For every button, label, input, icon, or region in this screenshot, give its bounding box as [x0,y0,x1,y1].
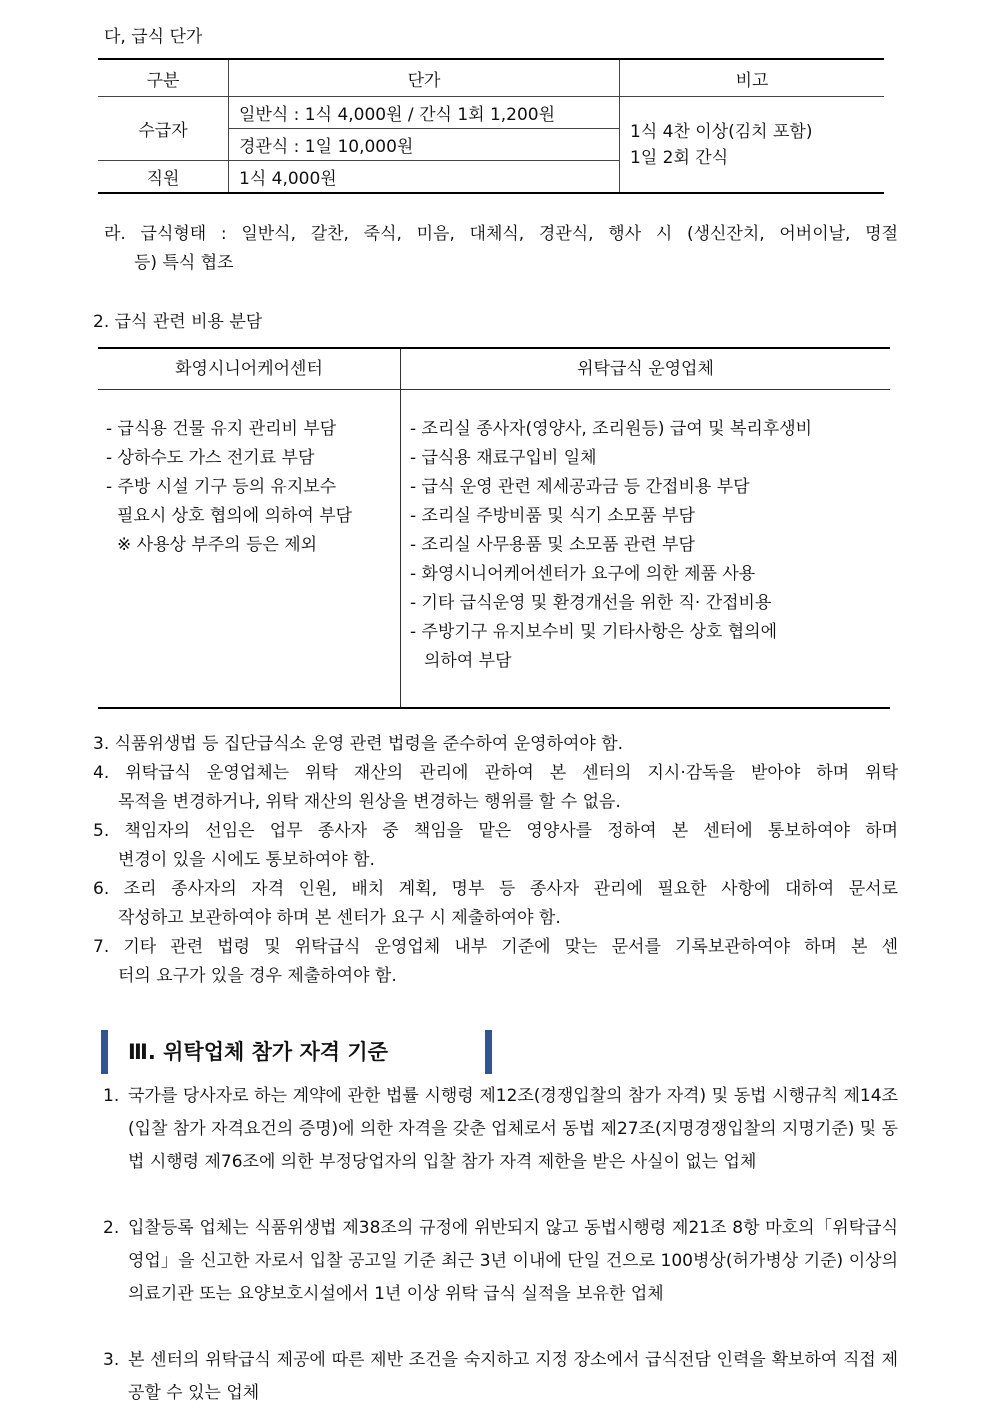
item-3: 3. 식품위생법 등 집단급식소 운영 관련 법령을 준수하여 운영하여야 함. [93,734,624,754]
header-center: 화영시니어케어센터 [175,359,323,379]
staff-label: 직원 [98,161,229,194]
price-note [620,97,885,194]
qualification-number: 1. [103,1086,120,1106]
qualification-text: 입찰등록 업체는 식품위생법 제38조의 규정에 위반되지 않고 동법시행령 제21조 8항 마호의「위탁급식영업」을 신고한 자로서 입찰 공고일 기준 최근 3년 이내에 단일 건으로 100병상(허가병상 기준) 이상의 의료기관 또는 요양보호시설에서 1년 이상 위탁 급식 실적을 보유한 업체 [128,1218,898,1304]
header-price: 단가 [229,59,620,97]
table-header-row [98,59,884,97]
list-item: 필요시 상호 협의에 의하여 부담 [117,506,353,526]
qualification-item [103,1080,898,1179]
list-item: ※ 사용상 부주의 등은 제외 [117,535,318,555]
header-contractor: 위탁급식 운영업체 [577,359,714,379]
note-line: 1일 2회 간식 [630,147,729,168]
item-5-line1: 5. 책임자의 선임은 업무 종사자 중 책임을 맡은 영양사를 정하여 본 센터에 통보하여야 하며 [93,821,898,841]
list-item: - 화영시니어케어센터가 요구에 의한 제품 사용 [410,564,756,584]
list-item: - 급식용 건물 유지 관리비 부담 [106,419,337,439]
qualification-number: 3. [103,1350,120,1370]
item-4-line1: 4. 위탁급식 운영업체는 위탁 재산의 관리에 관하여 본 센터의 지시·감독을 받아야 하며 위탁 [93,763,898,783]
meal-price-table [98,58,884,194]
column-divider [400,349,401,707]
list-item: - 급식 운영 관련 제세공과금 등 간접비용 부담 [410,477,750,497]
qualification-text: 본 센터의 위탁급식 제공에 따른 제반 조건을 숙지하고 지정 장소에서 급식전담 인력을 확보하여 직접 제공할 수 있는 업체 [128,1350,898,1403]
cost-sharing-table [98,347,890,709]
item-6-line1: 6. 조리 종사자의 자격 인원, 배치 계획, 명부 등 종사자 관리에 필요한 사항에 대하여 문서로 [93,879,898,899]
list-item: - 주방 시설 기구 등의 유지보수 [106,477,337,497]
staff-price: 1식 4,000원 [229,161,620,194]
item-4-line2: 목적을 변경하거나, 위탁 재산의 원상을 변경하는 행위를 할 수 없음. [118,792,621,812]
center-cost-list [106,415,352,560]
list-item: - 급식용 재료구입비 일체 [410,448,597,468]
heading-meal-price: 다, 급식 단가 [104,27,203,47]
list-item: - 조리실 종사자(영양사, 조리원등) 급여 및 복리후생비 [410,419,813,439]
section-heading-box [101,1030,492,1074]
recipient-label: 수급자 [98,97,229,161]
list-item: 의하여 부담 [424,651,512,671]
note-line: 1식 4찬 이상(김치 포함) [630,121,813,142]
header-category: 구분 [98,59,229,97]
section-title: Ⅲ. 위탁업체 참가 자격 기준 [128,1040,388,1064]
contractor-cost-list [410,415,812,676]
meal-type-line: 등) 특식 협조 [134,253,234,273]
header-divider [98,389,890,390]
list-item: - 주방기구 유지보수비 및 기타사항은 상호 협의에 [410,622,777,642]
special-meal-price: 경관식 : 1일 10,000원 [229,129,620,161]
item-7-line1: 7. 기타 관련 법령 및 위탁급식 운영업체 내부 기준에 맞는 문서를 기록보관하여야 하며 본 센 [93,937,898,957]
heading-cost-sharing: 2. 급식 관련 비용 분담 [93,312,263,332]
item-6-line2: 작성하고 보관하여야 하며 본 센터가 요구 시 제출하여야 함. [118,908,561,928]
list-item: - 기타 급식운영 및 환경개선을 위한 직· 간접비용 [410,593,772,613]
qualification-number: 2. [103,1218,120,1238]
item-7-line2: 터의 요구가 있을 경우 제출하여야 함. [118,966,397,986]
list-item: - 조리실 사무용품 및 소모품 관련 부담 [410,535,695,555]
item-5-line2: 변경이 있을 시에도 통보하여야 함. [118,850,375,870]
qualification-item [103,1344,898,1410]
list-item: - 상하수도 가스 전기료 부담 [106,448,315,468]
meal-type-line: 라. 급식형태 : 일반식, 갈찬, 죽식, 미음, 대체식, 경관식, 행사 시 (생신잔치, 어버이날, 명절 [104,224,898,244]
general-meal-price: 일반식 : 1식 4,000원 / 간식 1회 1,200원 [229,97,620,129]
qualification-item [103,1212,898,1311]
table-row [98,97,884,129]
header-note: 비고 [620,59,885,97]
list-item: - 조리실 주방비품 및 식기 소모품 부담 [410,506,695,526]
qualification-text: 국가를 당사자로 하는 계약에 관한 법률 시행령 제12조(경쟁입찰의 참가 자격) 및 동법 시행규칙 제14조(입찰 참가 자격요건의 증명)에 의한 자격을 갖춘 업체로서 동법 제27조(지명경쟁입찰의 지명기준) 및 동법 시행령 제76조에 의한 부정당업자의 입찰 참가 자격 제한을 받은 사실이 없는 업체 [128,1086,898,1172]
